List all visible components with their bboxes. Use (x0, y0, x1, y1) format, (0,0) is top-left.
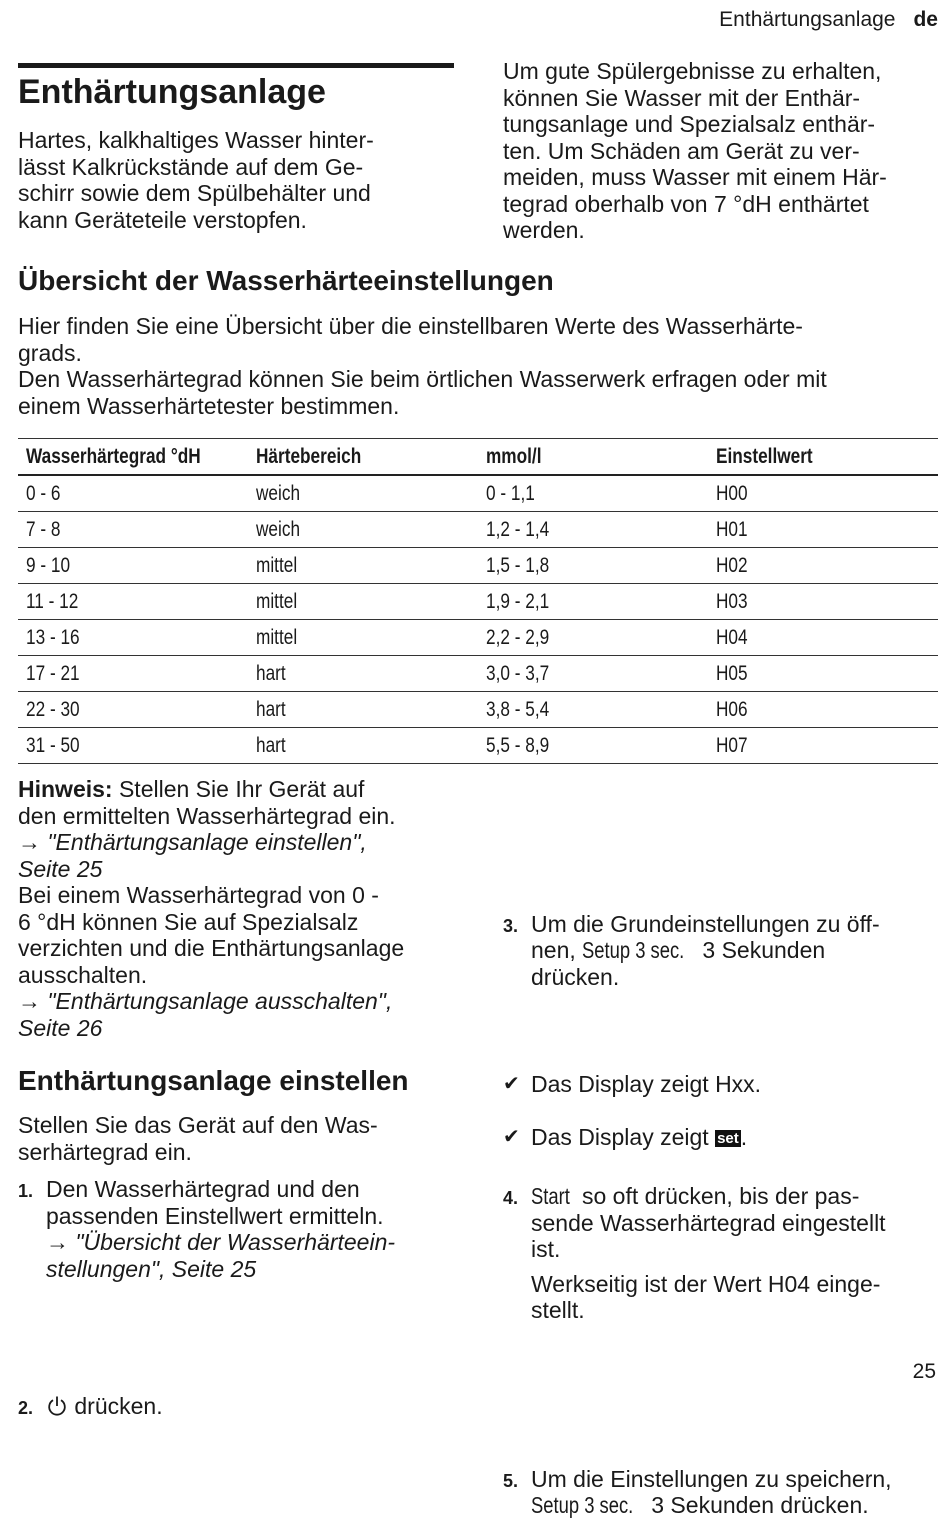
note-text: verzichten und die Enthärtungsanlage (18, 935, 405, 961)
overview-heading: Übersicht der Wasserhärteeinstellungen (18, 265, 554, 296)
table-cell: hart (248, 656, 478, 692)
table-cell: hart (248, 728, 478, 764)
display-set-symbol: set (717, 1129, 739, 1147)
crossref-link-page[interactable]: Seite 26 (18, 1014, 103, 1041)
setup-button-label: Setup 3 sec. (582, 937, 685, 963)
page-number: 25 (912, 1360, 936, 1383)
note-text: Stellen Sie Ihr Gerät auf (112, 776, 365, 802)
table-cell: H00 (708, 475, 938, 512)
table-cell: mittel (248, 548, 478, 584)
note-label: Hinweis: (18, 776, 113, 802)
table-cell: 0 - 1,1 (478, 475, 708, 512)
table-cell: H04 (708, 620, 938, 656)
table-header-cell: mmol/l (478, 439, 708, 476)
step-text: sende Wasserhärtegrad eingestellt (531, 1209, 886, 1236)
page-title: Enthärtungsanlage (18, 73, 326, 111)
step-text: ist. (531, 1236, 561, 1262)
crossref-link-page[interactable]: Seite 25 (18, 855, 103, 882)
table-cell: H02 (708, 548, 938, 584)
note-block (18, 776, 468, 1041)
crossref-link-uebersicht[interactable]: → "Übersicht der Wasserhärteein- (46, 1229, 396, 1255)
title-rule (18, 63, 454, 68)
table-row (18, 728, 938, 764)
table-cell: H07 (708, 728, 938, 764)
table-cell: mittel (248, 620, 478, 656)
overview-text (18, 313, 943, 419)
note-text: Bei einem Wasserhärtegrad von 0 - (18, 882, 379, 908)
table-row (18, 475, 938, 512)
note-text: 6 °dH können Sie auf Spezialsalz (18, 908, 359, 935)
intro-right-line: meiden, muss Wasser mit einem Här- (503, 164, 887, 190)
header-section: Enthärtungsanlage (719, 8, 896, 31)
intro-right (503, 58, 943, 244)
header-lang: de (913, 8, 938, 31)
table-cell: H01 (708, 512, 938, 548)
overview-line: Hier finden Sie eine Übersicht über die einstellbaren Werte des Wasserhärte- (18, 313, 803, 339)
table-cell: hart (248, 692, 478, 728)
note-text: ausschalten. (18, 961, 148, 988)
table-cell: 3,8 - 5,4 (478, 692, 708, 728)
table-cell: 2,2 - 2,9 (478, 620, 708, 656)
setup-button-label: Setup 3 sec. (531, 1492, 634, 1518)
table-cell: H03 (708, 584, 938, 620)
step-4: 4. Start so oft drücken, bis der pas- sende Wasserhärtegrad eingestellt ist. Werkseitig ist der Wert H04 einge- stellt. (503, 1183, 950, 1324)
setup-intro (18, 1112, 468, 1165)
arrow-icon: → (18, 988, 41, 1014)
overview-line: grads. (18, 339, 82, 366)
step-5: 5. Um die Einstellungen zu speichern, Setup 3 sec. 3 Sekunden drücken. (503, 1466, 950, 1519)
table-header-cell: Wasserhärtegrad °dH (18, 439, 248, 476)
intro-left-line: schirr sowie dem Spülbehälter und (18, 180, 371, 206)
step-text: Den Wasserhärtegrad und den (46, 1176, 360, 1202)
table-header-cell: Einstellwert (708, 439, 938, 476)
table-header-cell: Härtebereich (248, 439, 478, 476)
intro-right-line: tegrad oberhalb von 7 °dH enthärtet (503, 190, 869, 217)
table-cell: 22 - 30 (18, 692, 248, 728)
step-note: Werkseitig ist der Wert H04 einge- (531, 1270, 881, 1297)
step-number: 3. (503, 915, 519, 936)
table-cell: 0 - 6 (18, 475, 248, 512)
intro-right-line: können Sie Wasser mit der Enthär- (503, 84, 861, 111)
step-3: 3. Um die Grundeinstellungen zu öff- nen, Setup 3 sec. 3 Sekunden drücken. (503, 911, 950, 991)
intro-left-line: Hartes, kalkhaltiges Wasser hinter- (18, 127, 374, 153)
table-cell: weich (248, 512, 478, 548)
table-cell: 13 - 16 (18, 620, 248, 656)
intro-right-line: werden. (503, 217, 585, 243)
water-hardness-table (18, 438, 938, 764)
crossref-link-page[interactable]: stellungen", Seite 25 (46, 1255, 257, 1282)
step-text: passenden Einstellwert ermitteln. (46, 1202, 384, 1229)
result-text: Das Display zeigt Hxx. (531, 1071, 762, 1097)
running-header (719, 8, 938, 32)
crossref-link-einstellen[interactable]: → "Enthärtungsanlage einstellen", (18, 829, 367, 855)
step-text: drücken. (68, 1393, 163, 1419)
note-text: den ermittelten Wasserhärtegrad ein. (18, 802, 396, 829)
table-cell: H06 (708, 692, 938, 728)
table-row (18, 656, 938, 692)
step-number: 1. (18, 1181, 34, 1201)
table-cell: 17 - 21 (18, 656, 248, 692)
step-text: drücken. (531, 963, 620, 990)
intro-left-line: lässt Kalkrückstände auf dem Ge- (18, 153, 364, 180)
table-row (18, 692, 938, 728)
step-text: Um die Einstellungen zu speichern, (531, 1465, 892, 1492)
table-cell: 1,9 - 2,1 (478, 584, 708, 620)
table-row (18, 548, 938, 584)
setup-heading: Enthärtungsanlage einstellen (18, 1065, 409, 1096)
arrow-icon: → (18, 829, 41, 855)
overview-line: einem Wasserhärtetester bestimmen. (18, 392, 400, 419)
table-row (18, 584, 938, 620)
table-cell: 11 - 12 (18, 584, 248, 620)
setup-intro-line: serhärtegrad ein. (18, 1138, 192, 1165)
check-icon: ✔ (503, 1073, 520, 1095)
power-icon (46, 1395, 68, 1417)
table-cell: H05 (708, 656, 938, 692)
step-number: 2. (18, 1398, 34, 1418)
intro-left (18, 127, 458, 233)
table-cell: 9 - 10 (18, 548, 248, 584)
table-header-row (18, 439, 938, 476)
start-button-label: Start (531, 1183, 570, 1209)
step-number: 4. (503, 1188, 519, 1208)
table-row (18, 620, 938, 656)
table-cell: mittel (248, 584, 478, 620)
result-1 (503, 1071, 950, 1098)
step-2 (18, 1393, 476, 1420)
step-text: Um die Grundeinstellungen zu öff- (531, 910, 880, 937)
setup-intro-line: Stellen Sie das Gerät auf den Was- (18, 1112, 378, 1138)
table-cell: weich (248, 475, 478, 512)
step-number: 5. (503, 1470, 519, 1491)
result-text: Das Display zeigt (531, 1123, 716, 1150)
arrow-icon: → (46, 1229, 69, 1255)
step-note: stellt. (531, 1297, 585, 1323)
result-2: ✔ Das Display zeigt set. (503, 1123, 748, 1150)
table-cell: 5,5 - 8,9 (478, 728, 708, 764)
table-cell: 1,5 - 1,8 (478, 548, 708, 584)
overview-line: Den Wasserhärtegrad können Sie beim örtlichen Wasserwerk erfragen oder mit (18, 366, 827, 392)
intro-right-line: tungsanlage und Spezialsalz enthär- (503, 111, 876, 137)
intro-right-line: ten. Um Schäden am Gerät zu ver- (503, 137, 860, 164)
table-cell: 31 - 50 (18, 728, 248, 764)
table-cell: 7 - 8 (18, 512, 248, 548)
intro-left-line: kann Geräteteile verstopfen. (18, 206, 307, 233)
intro-right-line: Um gute Spülergebnisse zu erhalten, (503, 58, 882, 84)
table-cell: 3,0 - 3,7 (478, 656, 708, 692)
table-row (18, 512, 938, 548)
check-icon: ✔ (503, 1125, 520, 1148)
step-1 (18, 1176, 476, 1282)
table-cell: 1,2 - 1,4 (478, 512, 708, 548)
crossref-link-ausschalten[interactable]: → "Enthärtungsanlage ausschalten", (18, 988, 393, 1014)
